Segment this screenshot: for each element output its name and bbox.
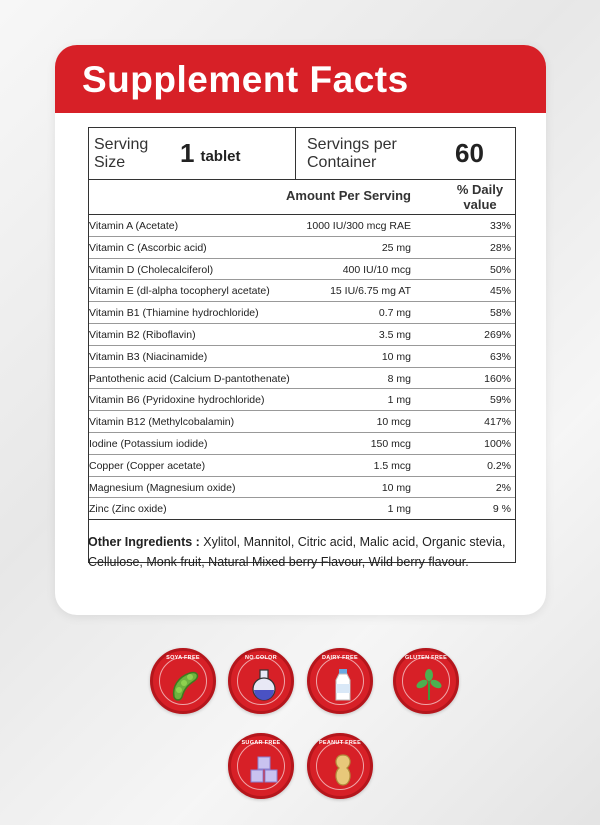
badge-label: GLUTEN FREE — [404, 655, 448, 661]
nutrient-row — [89, 324, 515, 346]
nutrient-daily-value: 50% — [489, 263, 511, 276]
nutrient-amount: 0.7 mg — [378, 307, 411, 320]
nutrient-amount: 15 IU/6.75 mg AT — [330, 285, 411, 298]
nutrient-row — [89, 237, 515, 259]
nutrient-daily-value: 63% — [489, 350, 511, 363]
nutrient-amount: 8 mg — [387, 372, 411, 385]
badge-label: PEANUT FREE — [318, 740, 362, 746]
nutrient-daily-value: 59% — [489, 394, 511, 407]
dairy-free-badge — [307, 648, 373, 714]
nutrient-name: Copper (Copper acetate) — [89, 459, 206, 472]
nutrient-amount: 10 mcg — [376, 416, 411, 429]
daily-value-header: % Daily value — [456, 182, 504, 212]
nutrient-row — [89, 346, 515, 368]
gluten-free-badge — [393, 648, 459, 714]
nutrient-row — [89, 433, 515, 455]
nutrient-name: Vitamin B12 (Methylcobalamin) — [89, 416, 235, 429]
soya-free-badge — [150, 648, 216, 714]
nutrient-amount: 10 mg — [381, 481, 411, 494]
flask-icon — [246, 667, 282, 703]
column-headers — [89, 180, 515, 215]
nutrient-daily-value: 58% — [489, 307, 511, 320]
leaf-icon — [411, 667, 447, 703]
nutrient-name: Pantothenic acid (Calcium D-pantothenate) — [89, 372, 290, 385]
servings-per-container-label: Servings per Container — [307, 135, 397, 171]
amount-header: Amount Per Serving — [286, 188, 411, 203]
nutrient-name: Zinc (Zinc oxide) — [89, 503, 167, 516]
nutrient-name: Vitamin C (Ascorbic acid) — [89, 241, 207, 254]
nutrient-amount: 150 mcg — [370, 437, 411, 450]
serving-info — [89, 128, 515, 180]
nutrient-name: Vitamin B2 (Riboflavin) — [89, 328, 196, 341]
nutrient-amount: 1000 IU/300 mcg RAE — [306, 220, 411, 232]
ingredients-text: Xylitol, Mannitol, Citric acid, Malic acid, Organic stevia, Cellulose, Monk fruit, Natural Mixed berry Flavour, Wild berry flavour. — [88, 535, 506, 569]
nutrient-name: Vitamin A (Acetate) — [89, 220, 179, 232]
facts-table — [88, 127, 516, 563]
nutrient-row — [89, 368, 515, 390]
ingredients-label: Other Ingredients : — [88, 535, 200, 549]
nutrient-daily-value: 33% — [489, 220, 511, 232]
supplement-facts-card — [55, 45, 546, 615]
other-ingredients — [88, 532, 518, 572]
peanut-icon — [325, 752, 361, 788]
nutrient-amount: 3.5 mg — [378, 328, 411, 341]
nutrient-amount: 25 mg — [381, 241, 411, 254]
nutrient-amount: 10 mg — [381, 350, 411, 363]
nutrient-name: Vitamin B6 (Pyridoxine hydrochloride) — [89, 394, 265, 407]
badge-label: SOYA FREE — [166, 655, 200, 661]
nutrient-row — [89, 215, 515, 237]
nutrient-row — [89, 477, 515, 499]
serving-size — [89, 128, 296, 179]
nutrient-name: Vitamin D (Cholecalciferol) — [89, 263, 214, 276]
no-color-badge — [228, 648, 294, 714]
serving-size-label: Serving Size — [94, 135, 149, 171]
milk-bottle-icon — [325, 667, 361, 703]
nutrient-amount: 1 mg — [387, 394, 411, 407]
nutrient-amount: 1.5 mcg — [373, 459, 411, 472]
nutrient-rows — [89, 215, 515, 520]
serving-size-number: 1 — [180, 138, 195, 168]
badge-label: DAIRY FREE — [321, 655, 358, 661]
badge-label: SUGAR FREE — [241, 740, 281, 746]
sugar-free-badge — [228, 733, 294, 799]
page-title: Supplement Facts — [55, 45, 546, 113]
nutrient-daily-value: 160% — [484, 372, 511, 385]
servings-per-container — [296, 128, 515, 179]
nutrient-daily-value: 417% — [484, 416, 511, 429]
nutrient-daily-value: 2% — [495, 481, 511, 494]
nutrient-row — [89, 389, 515, 411]
nutrient-row — [89, 280, 515, 302]
nutrient-name: Vitamin B3 (Niacinamide) — [89, 350, 208, 363]
nutrient-row — [89, 259, 515, 281]
soybean-icon — [168, 667, 204, 703]
nutrient-name: Iodine (Potassium iodide) — [89, 437, 208, 450]
nutrient-daily-value: 28% — [489, 241, 511, 254]
nutrient-row — [89, 302, 515, 324]
badge-label: NO COLOR — [244, 655, 278, 661]
nutrient-daily-value: 100% — [484, 437, 511, 450]
nutrient-row — [89, 498, 515, 520]
nutrient-daily-value: 45% — [489, 285, 511, 298]
peanut-free-badge — [307, 733, 373, 799]
nutrient-daily-value: 0.2% — [487, 459, 511, 472]
nutrient-amount: 1 mg — [387, 503, 411, 516]
nutrient-daily-value: 269% — [484, 328, 511, 341]
nutrient-daily-value: 9 % — [492, 503, 511, 516]
nutrient-name: Vitamin B1 (Thiamine hydrochloride) — [89, 307, 259, 320]
servings-per-container-value: 60 — [455, 138, 484, 168]
serving-size-unit: tablet — [200, 148, 241, 165]
nutrient-row — [89, 455, 515, 477]
sugar-cubes-icon — [246, 752, 282, 788]
nutrient-amount: 400 IU/10 mcg — [342, 263, 411, 276]
nutrient-name: Vitamin E (dl-alpha tocopheryl acetate) — [89, 285, 270, 298]
nutrient-name: Magnesium (Magnesium oxide) — [89, 481, 236, 494]
nutrient-row — [89, 411, 515, 433]
